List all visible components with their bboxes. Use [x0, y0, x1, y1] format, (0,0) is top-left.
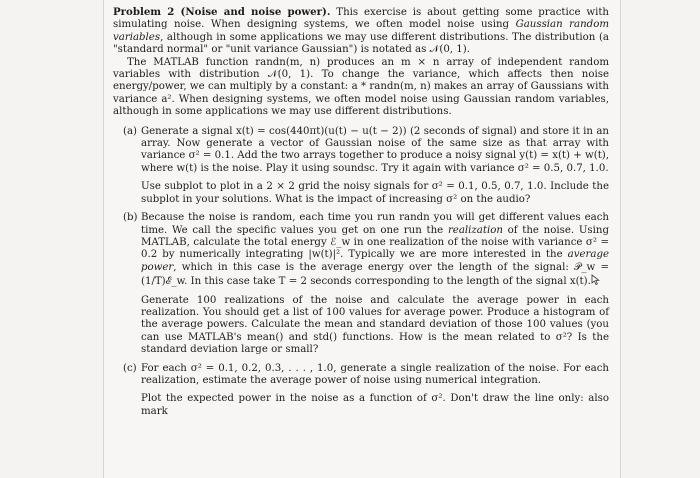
part-a-label: (a) — [123, 125, 138, 137]
intro-paragraph-2 — [113, 57, 609, 119]
part-c-paragraph-2 — [141, 393, 609, 418]
intro-2-run-0: The MATLAB function randn(m, n) produces an m × n array of independent random variables with distribution 𝒩(0, 1). To change the variance, which affects then noise energy/power, we can multiply by a constant: a * randn(m, n) makes an array of Gaussians with variance a². When designing systems, we often model noise using Gaussian random variables, although in some applications we may use different distributions. — [113, 56, 609, 118]
intro-paragraph-1 — [113, 6, 609, 57]
part-c-label: (c) — [123, 362, 137, 374]
part-c-p1-run-0: For each σ² = 0.1, 0.2, 0.3, . . . , 1.0, generate a single realization of the noise. For each realization, estimate the average power of noise using numerical integration. — [141, 362, 609, 386]
part-b-p1-run-1: realization — [447, 224, 503, 236]
part-a-paragraph-1 — [141, 126, 609, 176]
part-b-p2-run-0: Generate 100 realizations of the noise and calculate the average power in each realization. You should get a list of 100 values for average power. Produce a histogram of the average powers. Calculate the mean and standard deviation of those 100 values (you can use MATLAB's mean() and std() functions. How is the mean related to σ²? Is the standard deviation large or small? — [141, 294, 609, 356]
parts-list — [113, 126, 609, 419]
part-c — [123, 363, 609, 419]
part-a-p2-run-0: Use subplot to plot in a 2 × 2 grid the noisy signals for σ² = 0.1, 0.5, 0.7, 1.0. Include the subplot in your solutions. What is the impact of increasing σ² on the audio? — [141, 181, 609, 205]
problem-text — [113, 6, 609, 424]
part-b — [123, 212, 609, 356]
part-b-paragraph-1 — [141, 212, 609, 288]
part-b-p1-run-0: Because the noise is random, each time you run randn you will get different values each time. We call the specific values you get on one run the — [141, 212, 609, 236]
intro-1-run-2: , although in some applications we may use different distributions. The distribution (a "standard normal" or "unit variance Gaussian") is notated as 𝒩(0, 1). — [113, 31, 609, 56]
part-a-paragraph-2 — [141, 181, 609, 206]
problem-title: Problem 2 (Noise and noise power). — [113, 6, 331, 18]
part-c-paragraph-1 — [141, 363, 609, 388]
part-a-p1-run-0: Generate a signal x(t) = cos(440πt)(u(t) − u(t − 2)) (2 seconds of signal) and store it in an array. Now generate a vector of Gaussian noise of the same size as that array with variance σ² = 0.1. Add the two arrays together to produce a noisy signal y(t) = x(t) + w(t), where w(t) is the noise. Play it using soundsc. Try it again with variance σ² = 0.5, 0.7, 1.0. — [141, 125, 610, 174]
part-b-paragraph-2 — [141, 295, 609, 357]
intro-1-run-0: This exercise is about getting some practice with simulating noise. When designing systems, we often model noise using — [113, 7, 609, 31]
intro-1-run-1: Gaussian random variables — [113, 19, 609, 43]
part-a — [123, 126, 609, 206]
part-b-p1-run-3: average power — [141, 249, 609, 273]
part-b-p1-run-2: of the noise. Using MATLAB, calculate the total energy ℰ_w in one realization of the noise with variance σ² = 0.2 by numerically integrating |w(t)|². Typically we are more interested in the — [141, 224, 609, 261]
part-c-p2-run-0: Plot the expected power in the noise as a function of σ². Don't draw the line only: also mark — [141, 393, 609, 417]
part-b-label: (b) — [123, 212, 138, 224]
mouse-cursor-icon — [591, 274, 601, 284]
part-b-p1-run-4: , which in this case is the average energy over the length of the signal: 𝒫_w = (1/T)ℰ_w. In this case take T = 2 seconds corresponding to the length of the signal x(t). — [141, 261, 609, 288]
